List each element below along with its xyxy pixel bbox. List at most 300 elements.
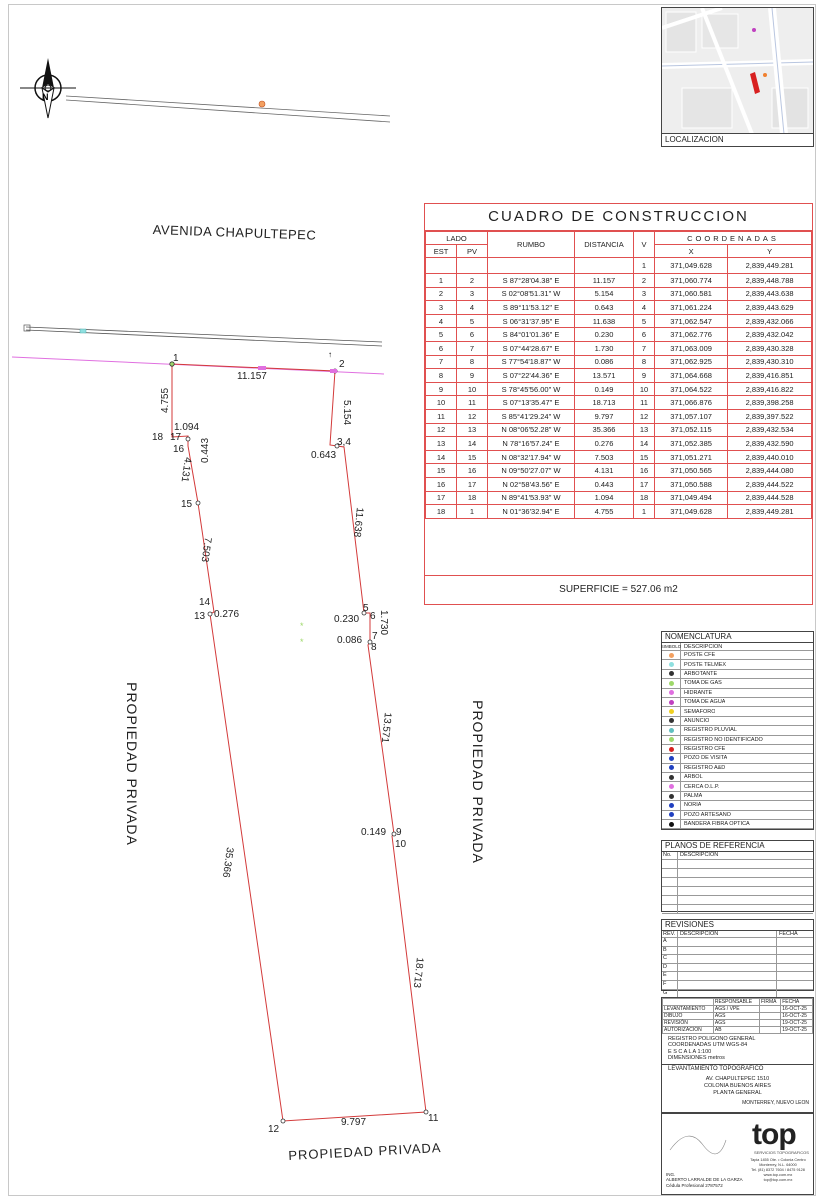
table-row [426, 287, 812, 301]
cell-x: 371,049.628 [655, 505, 728, 519]
edge-10-11: 18.713 [410, 956, 425, 989]
cell-pv: 12 [457, 409, 488, 423]
table-row [426, 301, 812, 315]
legend-description: TOMA DE GAS [684, 680, 722, 687]
cell-dist: 0.443 [575, 477, 634, 491]
legend-description: ARBOL [684, 774, 703, 781]
cell-x: 371,049.494 [655, 491, 728, 505]
cell-y: 2,839,398.258 [728, 396, 812, 410]
header-y: Y [728, 245, 812, 258]
legend-symbol-icon [662, 651, 681, 659]
street-label-north: AVENIDA CHAPULTEPEC [152, 222, 317, 243]
company-subtitle: SERVICIOS TOPOGRAFICOS [754, 1150, 809, 1155]
vertex-15: 15 [181, 499, 193, 510]
table-row [426, 450, 812, 464]
legend-symbol-icon [662, 754, 681, 762]
table-row [426, 423, 812, 437]
cell-x: 371,050.588 [655, 477, 728, 491]
cell-dist: 11.638 [575, 314, 634, 328]
cell-v: 11 [634, 396, 655, 410]
cell-dist: 0.643 [575, 301, 634, 315]
revision-letter: E [662, 972, 678, 980]
cell-rumbo: S 07°44'28.67" E [488, 341, 575, 355]
table-row [426, 464, 812, 478]
cell-est: 2 [426, 287, 457, 301]
cell-x: 371,061.224 [655, 301, 728, 315]
vertex-10: 10 [395, 839, 407, 850]
table-row [426, 437, 812, 451]
cell-rumbo: S 84°01'01.36" E [488, 328, 575, 342]
cell-dist: 0.086 [575, 355, 634, 369]
list-item [662, 717, 813, 726]
table-row [426, 505, 812, 519]
cell-pv: 7 [457, 341, 488, 355]
legend-symbol-icon [662, 792, 681, 800]
cell-rumbo: N 08°06'52.28" W [488, 423, 575, 437]
cell-dist: 4.755 [575, 505, 634, 519]
vertex-18: 18 [152, 432, 164, 443]
cell-pv: 4 [457, 301, 488, 315]
edge-3-4: 0.643 [311, 450, 337, 461]
street-label-south: PROPIEDAD PRIVADA [288, 1139, 442, 1163]
resp-cell: 16-OCT-25 [781, 1006, 813, 1013]
legend-description: POSTE CFE [684, 652, 716, 659]
cell-v: 13 [634, 423, 655, 437]
cell-v: 16 [634, 464, 655, 478]
cell-pv: 3 [457, 287, 488, 301]
cell-rumbo: S 07°13'35.47" E [488, 396, 575, 410]
legend-symbol-icon [662, 726, 681, 734]
resp-cell [759, 1027, 780, 1034]
cell-v: 10 [634, 382, 655, 396]
cell-y: 2,839,444.528 [728, 491, 812, 505]
cell-rumbo: S 78°45'56.00" W [488, 382, 575, 396]
cell-y: 2,839,444.080 [728, 464, 812, 478]
table-row [426, 491, 812, 505]
cell-dist: 0.230 [575, 328, 634, 342]
list-item [662, 698, 813, 707]
cell-rumbo: S 07°22'44.36" E [488, 369, 575, 383]
engineer-0: ING. [666, 1172, 676, 1177]
list-item [662, 754, 813, 763]
table-row [426, 274, 812, 288]
nomenclatura-title: NOMENCLATURA [662, 632, 813, 643]
cell-dist: 4.131 [575, 464, 634, 478]
cell-v: 15 [634, 450, 655, 464]
location-map-image [662, 8, 813, 134]
cell-est: 14 [426, 450, 457, 464]
vertex-8: 8 [371, 642, 377, 653]
cell-v: 3 [634, 287, 655, 301]
cell-est: 4 [426, 314, 457, 328]
location-map-caption: LOCALIZACION [662, 133, 813, 146]
cell-v: 14 [634, 437, 655, 451]
cell-est: 18 [426, 505, 457, 519]
first-x: 371,049.628 [655, 258, 728, 274]
poste-cfe-icon [259, 101, 265, 107]
legend-symbol-icon [662, 698, 681, 706]
cell-dist: 7.503 [575, 450, 634, 464]
contact-3: www.top.com.mx [763, 1173, 793, 1177]
list-item [662, 955, 813, 964]
nomenclatura-header-desc: DESCRIPCION [684, 643, 723, 650]
resp-cell [759, 1006, 780, 1013]
legend-symbol-icon [662, 707, 681, 715]
legend-description: REGISTRO PLUVIAL [684, 727, 737, 734]
list-item [662, 782, 813, 791]
tb-city: MONTERREY, NUEVO LEON [742, 1100, 809, 1107]
edge-14-15: 7.503 [198, 536, 213, 563]
cell-y: 2,839,443.638 [728, 287, 812, 301]
street-label-west: PROPIEDAD PRIVADA [124, 682, 140, 846]
table-row [426, 355, 812, 369]
construction-table-title: CUADRO DE CONSTRUCCION [425, 204, 812, 231]
resp-cell: AGS [713, 1020, 759, 1027]
legend-description: HIDRANTE [684, 689, 713, 696]
cell-x: 371,051.271 [655, 450, 728, 464]
vertex-12: 12 [268, 1124, 280, 1135]
cell-dist: 35.366 [575, 423, 634, 437]
table-row [426, 341, 812, 355]
edge-16-17: 0.443 [200, 437, 211, 463]
cell-rumbo: N 89°41'53.93" W [488, 491, 575, 505]
list-item [662, 670, 813, 679]
resp-cell: 19-OCT-25 [781, 1020, 813, 1027]
cell-dist: 5.154 [575, 287, 634, 301]
list-item [662, 972, 813, 981]
tb-address-0: AV. CHAPULTEPEC 1510 [705, 1076, 770, 1083]
vertex-5: 5 [363, 603, 369, 614]
cell-x: 371,066.876 [655, 396, 728, 410]
legend-description: REGISTRO A&D [684, 764, 726, 771]
signature-area [668, 1120, 728, 1160]
list-item [662, 660, 813, 669]
vertex-9: 9 [396, 827, 402, 838]
cell-dist: 11.157 [575, 274, 634, 288]
legend-description: POZO ARTESANO [684, 811, 731, 818]
cell-rumbo: N 02°58'43.56" E [488, 477, 575, 491]
cell-x: 371,052.115 [655, 423, 728, 437]
cell-y: 2,839,397.522 [728, 409, 812, 423]
first-v: 1 [634, 258, 655, 274]
cell-est: 16 [426, 477, 457, 491]
list-item [662, 726, 813, 735]
svg-text:*: * [300, 637, 304, 647]
edge-12-13: 35.366 [219, 846, 235, 879]
vertex-16: 16 [173, 444, 185, 455]
contact-1: Monterrey, N.L. 64000 [759, 1163, 797, 1167]
svg-text:↑: ↑ [328, 350, 332, 359]
cell-pv: 6 [457, 328, 488, 342]
cell-x: 371,062.547 [655, 314, 728, 328]
revision-letter: F [662, 981, 678, 989]
title-block [661, 997, 814, 1113]
legend-symbol-icon [662, 820, 681, 828]
legend-description: REGISTRO CFE [684, 746, 726, 753]
legend-description: REGISTRO NO IDENTIFICADO [684, 736, 763, 743]
legend-symbol-icon [662, 811, 681, 819]
tb-line-1: COORDENADAS UTM WGS-84 [668, 1042, 748, 1049]
list-item [662, 820, 813, 829]
cell-v: 4 [634, 301, 655, 315]
vertex-17: 17 [170, 432, 182, 443]
header-lado: LADO [426, 232, 488, 245]
header-coordenadas: COORDENADAS [655, 232, 812, 245]
legend-symbol-icon [662, 660, 681, 668]
resp-cell: AGS [713, 1013, 759, 1020]
table-row [426, 409, 812, 423]
cell-est: 3 [426, 301, 457, 315]
cell-pv: 13 [457, 423, 488, 437]
cell-dist: 0.276 [575, 437, 634, 451]
vertex-13: 13 [194, 611, 206, 622]
legend-description: SEMAFORO [684, 708, 716, 715]
revisiones-col-rev: REV. [662, 931, 678, 937]
cell-y: 2,839,430.310 [728, 355, 812, 369]
table-row [663, 1006, 813, 1013]
revisiones-list [662, 938, 813, 998]
cell-x: 371,060.774 [655, 274, 728, 288]
cell-rumbo: S 87°28'04.38" E [488, 274, 575, 288]
edge-7-8: 0.086 [337, 635, 363, 646]
list-item [662, 651, 813, 660]
legend-description: BANDERA FIBRA ÓPTICA [684, 821, 750, 828]
revision-letter: C [662, 955, 678, 963]
list-item [662, 736, 813, 745]
cell-pv: 5 [457, 314, 488, 328]
list-item [662, 707, 813, 716]
cell-dist: 18.713 [575, 396, 634, 410]
cell-x: 371,063.009 [655, 341, 728, 355]
cell-v: 17 [634, 477, 655, 491]
revision-letter: G [662, 990, 678, 998]
list-item [662, 938, 813, 947]
tb-address-1: COLONIA BUENOS AIRES [704, 1083, 771, 1090]
north-arrow-icon [20, 58, 76, 118]
cell-y: 2,839,432.534 [728, 423, 812, 437]
edge-9-10: 0.149 [361, 827, 387, 838]
cell-y: 2,839,443.629 [728, 301, 812, 315]
edge-18-1: 4.755 [160, 387, 171, 413]
resp-head-0 [663, 999, 714, 1006]
resp-cell: DIBUJO [663, 1013, 714, 1020]
cell-est: 5 [426, 328, 457, 342]
cell-rumbo: S 85°41'29.24" W [488, 409, 575, 423]
cell-pv: 14 [457, 437, 488, 451]
legend-description: ANUNCIO [684, 717, 710, 724]
tb-line-0: REGISTRO POLIGONO GENERAL [668, 1036, 756, 1042]
cell-x: 371,062.776 [655, 328, 728, 342]
location-map [661, 7, 814, 147]
revisiones-panel [661, 919, 814, 996]
legend-symbol-icon [662, 773, 681, 781]
tb-line-3: DIMENSIONES metros [668, 1055, 725, 1062]
cell-est: 12 [426, 423, 457, 437]
engineer-1: ALBERTO LARRALDE DE LA GARZA [666, 1177, 743, 1183]
legend-description: CERCA O.L.P. [684, 783, 720, 790]
cell-y: 2,839,448.788 [728, 274, 812, 288]
resp-cell: AGS / VPE [713, 1006, 759, 1013]
legend-description: TOMA DE AGUA [684, 699, 726, 706]
street-label-east: PROPIEDAD PRIVADA [470, 700, 486, 864]
table-row [426, 314, 812, 328]
cell-dist: 1.730 [575, 341, 634, 355]
nomenclatura-panel [661, 631, 814, 830]
list-item [662, 964, 813, 973]
vertex-2: 2 [339, 359, 345, 370]
legend-description: NORIA [684, 802, 702, 809]
tb-line-2: E S C A L A 1:100 [668, 1048, 712, 1055]
cell-est: 9 [426, 382, 457, 396]
edge-6-7: 1.730 [378, 610, 389, 636]
table-row [426, 382, 812, 396]
cell-v: 9 [634, 369, 655, 383]
cell-est: 6 [426, 341, 457, 355]
cell-x: 371,064.668 [655, 369, 728, 383]
resp-head-2: FIRMA [759, 999, 780, 1006]
cell-y: 2,839,432.590 [728, 437, 812, 451]
cell-y: 2,839,432.066 [728, 314, 812, 328]
cell-rumbo: N 08°32'17.94" W [488, 450, 575, 464]
cell-pv: 2 [457, 274, 488, 288]
superficie-label: SUPERFICIE = 527.06 m2 [425, 575, 812, 604]
resp-cell [759, 1020, 780, 1027]
cell-rumbo: S 77°54'18.87" W [488, 355, 575, 369]
list-item [662, 773, 813, 782]
engineer-2: Cédula Profesional 2787572 [666, 1182, 723, 1188]
legend-description: POSTE TELMEX [684, 661, 727, 668]
revision-letter: D [662, 964, 678, 972]
cell-pv: 10 [457, 382, 488, 396]
cell-x: 371,062.925 [655, 355, 728, 369]
edge-11-12: 9.797 [341, 1117, 367, 1128]
cell-dist: 0.149 [575, 382, 634, 396]
cell-dist: 13.571 [575, 369, 634, 383]
nomenclatura-list [662, 651, 813, 829]
revisiones-col-fecha: FECHA [779, 931, 798, 937]
planos-panel [661, 840, 814, 912]
list-item [662, 981, 813, 990]
cell-rumbo: S 89°11'53.12" E [488, 301, 575, 315]
legend-description: PALMA [684, 793, 703, 800]
vertex-7: 7 [372, 631, 378, 642]
cell-x: 371,050.565 [655, 464, 728, 478]
contact-0: Tapia 1455 Ote. • Colonia Centro [750, 1158, 806, 1162]
cell-pv: 18 [457, 491, 488, 505]
cell-y: 2,839,440.010 [728, 450, 812, 464]
cell-dist: 9.797 [575, 409, 634, 423]
cell-rumbo: N 78°16'57.24" E [488, 437, 575, 451]
contact-4: top@top.com.mx [763, 1178, 793, 1182]
planos-col-no: No. [662, 852, 678, 859]
cell-v: 7 [634, 341, 655, 355]
edge-2-3: 5.154 [341, 400, 352, 426]
vertex-1: 1 [173, 353, 179, 364]
table-row [663, 1013, 813, 1020]
table-row [426, 369, 812, 383]
cell-v: 6 [634, 328, 655, 342]
list-item [662, 679, 813, 688]
cell-est: 13 [426, 437, 457, 451]
legend-symbol-icon [662, 717, 681, 725]
cell-y: 2,839,432.042 [728, 328, 812, 342]
list-item [662, 792, 813, 801]
cell-v: 18 [634, 491, 655, 505]
resp-cell: 16-OCT-25 [781, 1013, 813, 1020]
header-est: EST [426, 245, 457, 258]
resp-cell: LEVANTAMIENTO [663, 1006, 714, 1013]
legend-description: ARBOTANTE [684, 670, 718, 677]
cell-pv: 16 [457, 464, 488, 478]
cell-pv: 15 [457, 450, 488, 464]
cell-y: 2,839,416.822 [728, 382, 812, 396]
construction-grid [425, 231, 812, 519]
cell-y: 2,839,449.281 [728, 505, 812, 519]
logo-block [661, 1113, 814, 1195]
revisiones-title: REVISIONES [662, 920, 813, 931]
resp-cell: AB [713, 1027, 759, 1034]
svg-text:N: N [42, 92, 49, 102]
cell-v: 12 [634, 409, 655, 423]
vertex-6: 6 [370, 611, 376, 622]
responsables-table [662, 998, 813, 1034]
edge-5-6: 0.230 [334, 614, 360, 625]
cell-x: 371,052.385 [655, 437, 728, 451]
nomenclatura-header-sym: SIMBOLO [660, 644, 682, 649]
legend-symbol-icon [662, 764, 681, 772]
header-x: X [655, 245, 728, 258]
cell-x: 371,057.107 [655, 409, 728, 423]
vertex-14: 14 [199, 597, 211, 608]
header-distancia: DISTANCIA [575, 232, 634, 258]
planos-title: PLANOS DE REFERENCIA [662, 841, 813, 852]
cell-y: 2,839,416.851 [728, 369, 812, 383]
cell-rumbo: N 01°36'32.94" E [488, 505, 575, 519]
resp-head-1: RESPONSABLE [713, 999, 759, 1006]
cell-est: 15 [426, 464, 457, 478]
legend-description: POZO DE VISITA [684, 755, 728, 762]
cell-pv: 1 [457, 505, 488, 519]
header-v: V [634, 232, 655, 258]
cell-v: 1 [634, 505, 655, 519]
table-row [426, 396, 812, 410]
vertex-3-4: 3,4 [337, 437, 351, 448]
edge-13-14: 0.276 [214, 609, 240, 620]
cell-est: 10 [426, 396, 457, 410]
cell-v: 8 [634, 355, 655, 369]
cell-rumbo: S 06°31'37.95" E [488, 314, 575, 328]
table-row [663, 1027, 813, 1034]
vertex-11: 11 [428, 1113, 439, 1124]
cell-x: 371,060.581 [655, 287, 728, 301]
cell-pv: 17 [457, 477, 488, 491]
edge-8-9: 13.571 [378, 711, 393, 744]
resp-cell: AUTORIZACION [663, 1027, 714, 1034]
edge-17-18: 1.094 [174, 422, 200, 433]
header-rumbo: RUMBO [488, 232, 575, 258]
cell-y: 2,839,444.522 [728, 477, 812, 491]
legend-symbol-icon [662, 670, 681, 678]
planos-col-desc: DESCRIPCION [680, 852, 719, 858]
svg-text:*: * [300, 621, 304, 631]
table-row [663, 1020, 813, 1027]
cell-x: 371,064.522 [655, 382, 728, 396]
construction-table [424, 203, 813, 605]
header-pv: PV [457, 245, 488, 258]
revision-letter: B [662, 947, 678, 955]
cell-v: 5 [634, 314, 655, 328]
cell-y: 2,839,430.328 [728, 341, 812, 355]
